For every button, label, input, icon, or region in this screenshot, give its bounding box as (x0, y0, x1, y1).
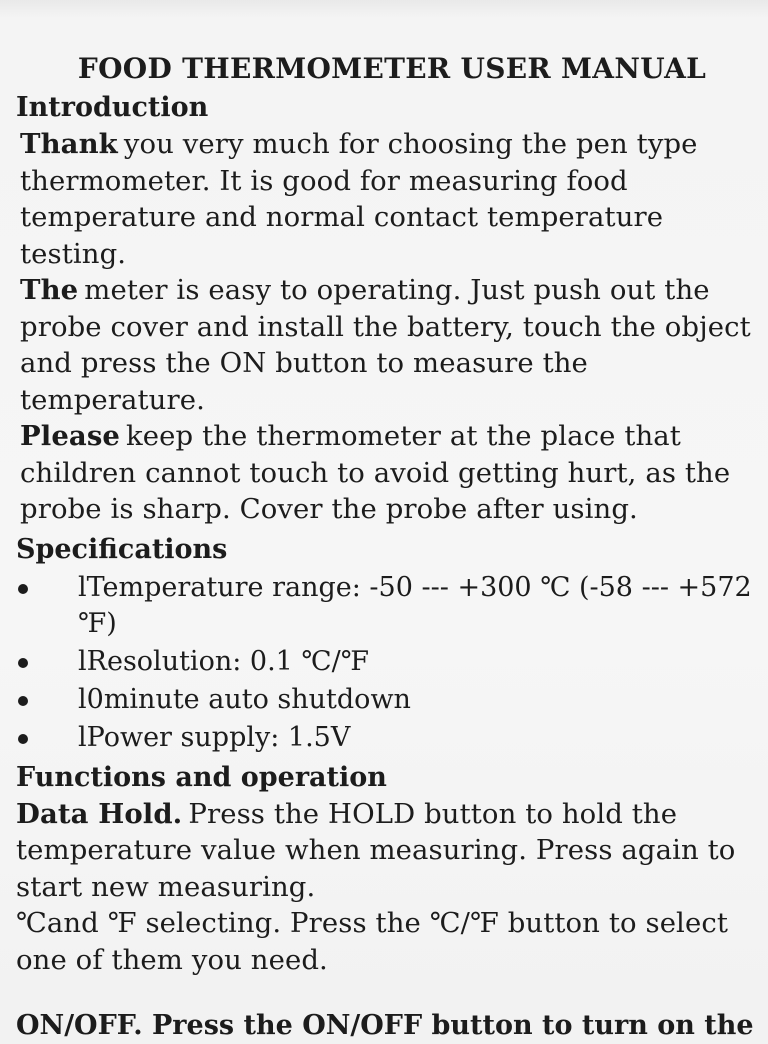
spec-item-temperature-range (16, 570, 756, 642)
intro-paragraph-safety-text: keep the thermometer at the place that children cannot touch to avoid getting hurt, as the probe is sharp. Cover the probe after using. (20, 420, 731, 525)
intro-paragraph-safety-lead: Please (20, 420, 121, 452)
functions-paragraph-unit-select-text: ℃and ℉ selecting. Press the ℃/℉ button to select one of them you need. (16, 907, 728, 976)
intro-paragraph-thanks-text: you very much for choosing the pen type thermometer. It is good for measuring food temperature and normal contact temperature testing. (20, 128, 698, 270)
functions-paragraph-unit-select (16, 905, 756, 978)
intro-paragraph-thanks (20, 126, 756, 272)
functions-cutoff-line: ON/OFF. Press the ON/OFF button to turn on the (16, 1010, 754, 1041)
spec-item-text: lResolution: 0.1 ℃/℉ (78, 645, 369, 677)
spec-item-auto-shutdown (16, 682, 756, 718)
bullet-icon (18, 584, 28, 594)
bullet-icon (18, 696, 28, 706)
introduction-heading: Introduction (16, 92, 209, 123)
intro-paragraph-usage-lead: The (20, 274, 79, 306)
spec-item-text: l0minute auto shutdown (78, 683, 411, 715)
spec-item-resolution (16, 644, 756, 680)
intro-paragraph-safety (20, 418, 756, 528)
intro-paragraph-usage-text: meter is easy to operating. Just push out the probe cover and install the battery, touch the object and press the ON button to measure the temperature. (20, 274, 751, 416)
manual-content (16, 52, 756, 978)
spec-item-text: lTemperature range: -50 --- +300 ℃ (-58 --- +572 ℉) (78, 571, 752, 639)
manual-title: FOOD THERMOMETER USER MANUAL (77, 52, 707, 85)
spec-item-power-supply (16, 720, 756, 756)
specifications-heading: Specifications (16, 533, 228, 565)
specifications-list (16, 570, 756, 756)
bullet-icon (18, 734, 28, 744)
functions-heading: Functions and operation (16, 761, 387, 793)
functions-paragraph-data-hold-text: Press the HOLD button to hold the temperature value when measuring. Press again to start new measuring. (16, 797, 736, 903)
intro-paragraph-usage (20, 272, 756, 418)
spec-item-text: lPower supply: 1.5V (78, 721, 351, 753)
functions-paragraph-data-hold-lead: Data Hold. (16, 797, 183, 830)
intro-paragraph-thanks-lead: Thank (20, 128, 118, 160)
functions-paragraph-data-hold (16, 796, 756, 906)
bullet-icon (18, 658, 28, 668)
